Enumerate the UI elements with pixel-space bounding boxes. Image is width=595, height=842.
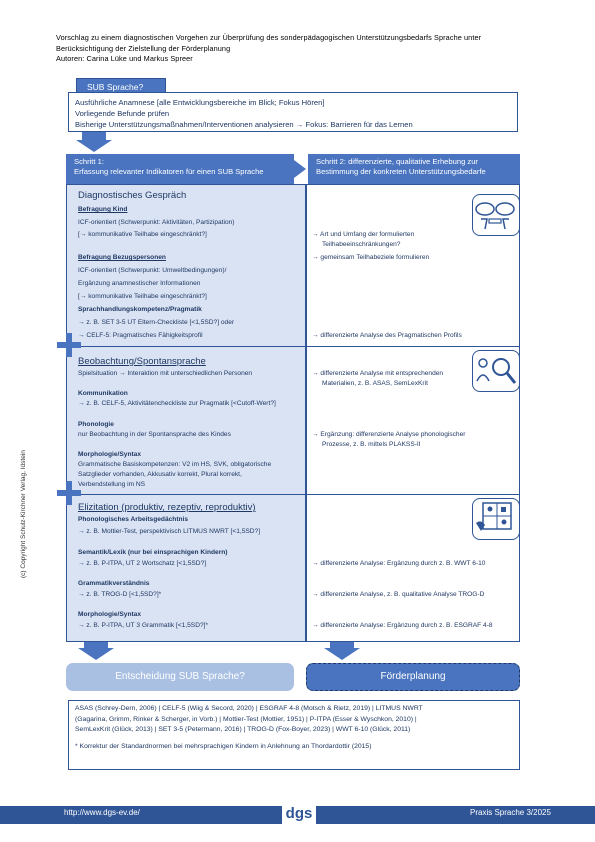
refs-line4: * Korrektur der Standardnormen bei mehrsprachigen Kindern in Anlehnung an Thordardottir (2015) — [75, 742, 372, 750]
section1-b5: → z. B. SET 3-5 UT Eltern-Checkliste [<1,5SD?] oder — [78, 319, 235, 326]
section1-befragung-bezug: Befragung Bezugspersonen — [78, 254, 166, 261]
refs-line2: (Gagarina, Grimm, Rinker & Scherger, in Vorb.) | Mottier-Test (Mottier, 1951) | P-ITPA (Esser & Wyschkon, 2010) | — [75, 715, 417, 723]
section2-l5: Satzglieder vorhanden, Akkusativ korrekt, Plural korrekt, — [78, 471, 242, 478]
section2-l3: nur Beobachtung in der Spontansprache des Kindes — [78, 431, 231, 438]
down-arrow-2 — [78, 648, 114, 660]
footer-url-link[interactable]: http://www.dgs-ev.de/ — [64, 808, 140, 817]
section3-l1: → z. B. Mottier-Test, perspektivisch LITMUS NWRT [<1,5SD?] — [78, 528, 261, 535]
section2-morph: Morphologie/Syntax — [78, 451, 142, 458]
step1-header — [66, 154, 294, 184]
plus-mark-1-h — [57, 342, 81, 348]
section3-l3: → z. B. TROG-D [<1,5SD?]* — [78, 591, 162, 598]
section1-b6: → CELF-5: Pragmatisches Fähigkeitsprofil — [78, 332, 203, 339]
section2-r3: → Ergänzung: differenzierte Analyse phonologischer — [312, 431, 466, 438]
section2-r2: Materialien, z. B. ASAS, SemLexKrit — [322, 380, 428, 387]
step2-line2: Bestimmung der konkreten Unterstützungsbedarfe — [316, 167, 486, 176]
step2-header — [308, 154, 520, 184]
foerderplanung-box: Förderplanung — [306, 663, 520, 691]
section1-title: Diagnostisches Gespräch — [78, 190, 187, 201]
down-arrow-1 — [76, 140, 112, 152]
section1-k2: [→ kommunikative Teilhabe eingeschränkt?] — [78, 231, 207, 238]
section3-l4: → z. B. P-ITPA, UT 3 Grammatik [<1,5SD?]* — [78, 622, 209, 629]
intro-line1: Ausführliche Anamnese [alle Entwicklungsbereiche im Blick; Fokus Hören] — [75, 98, 325, 107]
page-header — [56, 33, 481, 65]
conversation-icon — [472, 194, 520, 236]
step-arrow — [294, 160, 306, 178]
down-arrow-3 — [324, 648, 360, 660]
section-divider-1 — [66, 346, 520, 347]
section3-l2: → z. B. P-ITPA, UT 2 Wortschatz [<1,5SD?] — [78, 560, 207, 567]
refs-line3: SemLexKrit (Glück, 2013) | SET 3-5 (Petermann, 2016) | TROG-D (Fox-Boyer, 2023) | WWT 6-10 (Glück, 2011) — [75, 726, 411, 733]
section1-r3: → gemeinsam Teilhabeziele formulieren — [312, 254, 430, 261]
section1-b3: [→ kommunikative Teilhabe eingeschränkt?] — [78, 293, 207, 300]
section2-r1: → differenzierte Analyse mit entsprechenden — [312, 370, 444, 377]
section2-r4: Prozesse, z. B. mittels PLAKSS-II — [322, 441, 421, 448]
plus-mark-2-h — [57, 490, 81, 496]
references-box — [68, 700, 520, 770]
header-authors: Autoren: Carina Lüke und Markus Spreer — [56, 54, 193, 63]
section2-l2: → z. B. CELF-5, Aktivitätencheckliste zur Pragmatik [<Cutoff-Wert?] — [78, 400, 276, 407]
refs-line1: ASAS (Schrey-Dern, 2006) | CELF-5 (Wiig & Secord, 2020) | ESGRAF 4-8 (Motsch & Rietz, 2019) | LITMUS NWRT — [75, 705, 423, 712]
step2-line1: Schritt 2: differenzierte, qualitative Erhebung zur — [316, 157, 478, 166]
dgs-logo: dgs — [282, 802, 316, 826]
section2-l1: Spielsituation → Interaktion mit unterschiedlichen Personen — [78, 370, 253, 377]
section1-k1: ICF-orientiert (Schwerpunkt: Aktivitäten, Partizipation) — [78, 219, 235, 226]
section3-pag: Phonologisches Arbeitsgedächtnis — [78, 516, 189, 523]
down-arrow-shaft-1 — [82, 132, 106, 140]
section3-r3: → differenzierte Analyse: Ergänzung durch z. B. ESGRAF 4-8 — [312, 622, 493, 629]
section1-befragung-kind: Befragung Kind — [78, 206, 128, 213]
section2-komm: Kommunikation — [78, 390, 128, 397]
section3-gram: Grammatikverständnis — [78, 580, 150, 587]
step1-line2: Erfassung relevanter Indikatoren für einen SUB Sprache — [74, 167, 264, 176]
section2-title: Beobachtung/Spontansprache — [78, 356, 206, 367]
section3-r1: → differenzierte Analyse: Ergänzung durch z. B. WWT 6-10 — [312, 560, 486, 567]
section2-l4: Grammatische Basiskompetenzen: V2 im HS, SVK, obligatorische — [78, 461, 272, 468]
header-title-line2: Berücksichtigung der Zielstellung der Förderplanung — [56, 43, 231, 53]
section3-morph: Morphologie/Syntax — [78, 611, 142, 618]
section3-title: Elizitation (produktiv, rezeptiv, reproduktiv) — [78, 502, 256, 513]
section2-phon: Phonologie — [78, 421, 114, 428]
sub-sprache-tab: SUB Sprache? — [76, 78, 166, 97]
decision-box: Entscheidung SUB Sprache? — [66, 663, 294, 691]
step1-line1: Schritt 1: — [74, 157, 104, 166]
footer-issue: Praxis Sprache 3/2025 — [470, 808, 551, 817]
section3-sem: Semantik/Lexik (nur bei einsprachigen Kindern) — [78, 549, 228, 556]
observation-magnifier-icon — [472, 350, 520, 392]
intro-line3: Bisherige Unterstützungsmaßnahmen/Interventionen analysieren → Fokus: Barrieren für das Lernen — [75, 120, 413, 129]
section1-b2: Ergänzung anamnestischer Informationen — [78, 280, 201, 287]
test-board-icon — [472, 498, 520, 540]
copyright-note: (c) Copyright Schulz-Kirchner Verlag, Idstein — [20, 450, 27, 578]
intro-box — [68, 92, 518, 132]
intro-line2: Vorliegende Befunde prüfen — [75, 109, 170, 118]
header-title-line1: Vorschlag zu einem diagnostischen Vorgehen zur Überprüfung des sonderpädagogischen Unterstützungsbedarfs Sprache unter — [56, 33, 482, 42]
section2-l6: Verbendstellung im NS — [78, 481, 146, 488]
section-divider-2 — [66, 494, 520, 495]
section3-r2: → differenzierte Analyse, z. B. qualitative Analyse TROG-D — [312, 591, 485, 598]
section1-r2: Teilhabeeinschränkungen? — [322, 241, 401, 248]
section1-r1: → Art und Umfang der formulierten — [312, 231, 415, 238]
section1-b4: Sprachhandlungskompetenz/Pragmatik — [78, 306, 202, 313]
section1-r4: → differenzierte Analyse des Pragmatischen Profils — [312, 332, 462, 339]
section1-b1: ICF-orientiert (Schwerpunkt: Umweltbedingungen)/ — [78, 267, 227, 274]
